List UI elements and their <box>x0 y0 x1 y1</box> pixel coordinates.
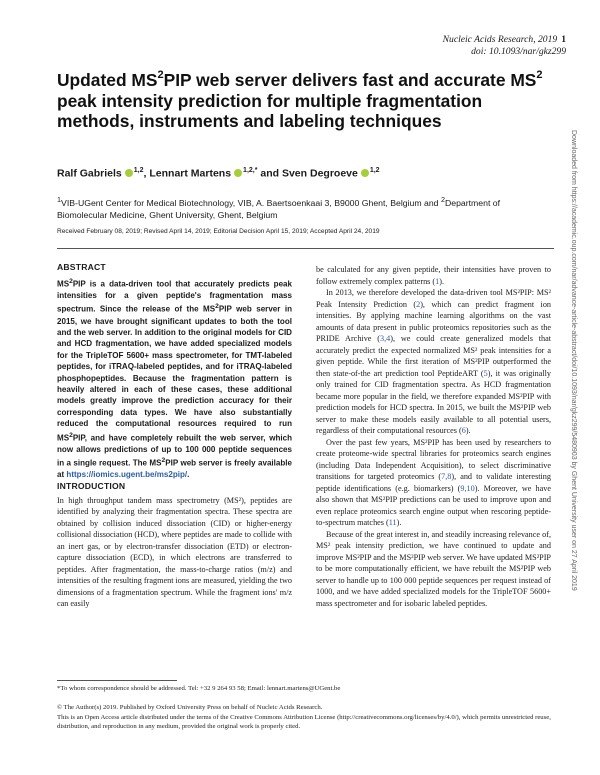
journal-name: Nucleic Acids Research, 2019 <box>442 34 558 45</box>
correspondence-footnote: *To whom correspondence should be addressed. Tel: +32 9 264 93 58; Email: lennart.martens@UGent.be <box>57 685 341 692</box>
intro-paragraph: In high throughput tandem mass spectrometry (MS²), peptides are identified by analyzing their fragmentation spectra. These spectra are obtained by collision induced dissociation (CID) or higher-energy collisional dissociation (HCD), where peptides are made to collide with an inert gas, or by electron-transfer dissociation (ETD) or electron-capture dissociation (ECD), in which electrons are transferred to peptides. After fragmentation, the mass-to-charge ratios (m/z) and intensities of the resulting fragment ions are measured, yielding the two dimensions of a fragmentation spectrum. While the fragment ions' m/z can easily <box>57 495 292 609</box>
author-name: Sven Degroeve <box>281 167 358 180</box>
citation-link[interactable]: 6 <box>461 426 466 435</box>
citation-link[interactable]: 7,8 <box>441 472 452 481</box>
body-paragraph: Over the past few years, MS²PIP has been used by researchers to create proteome-wide spectral libraries for proteomics search engines (including Data Independent Acquisition), to select discriminative transitions for targeted proteomics (7,8), and to validate interesting peptide identifications (e.g. biomarkers) (9,10). Moreover, we have also shown that MS²PIP predictions can be used to improve upon and even replace proteomics search engine output when rescoring peptide-to-spectrum matches (11). <box>316 437 551 527</box>
body-paragraph: In 2013, we therefore developed the data-driven tool MS²PIP: MS² Peak Intensity Prediction (2), which can predict fragment ion intensities. By applying machine learning algorithms on the vast amounts of data present in public proteomics repositories such as the PRIDE Archive (3,4), we could create generalized models that accurately predict the expected normalized MS² peak intensities for a given peptide. While the first iteration of MS²PIP outperformed the then state-of-the art prediction tool PeptideART (5), it was originally only trained for CID fragmentation spectra. As HCD fragmentation became more popular in the field, we therefore expanded MS²PIP with prediction models for HCD spectra. In 2015, we built the MS²PIP web server to make these models easily available to all potential users, regardless of their computational resources (6). <box>316 288 552 435</box>
article-title: Updated $MS^2PIP$ web server delivers fast and accurate $MS^2$ peak intensity prediction for multiple fragmentation methods, instruments and labeling techniques <box>57 69 543 131</box>
right-column <box>316 264 551 609</box>
author-list: Ralf Gabriels $^{1,2}$, Lennart Martens $^{1,2,*}$ and Sven Degroeve $^{1,2}$ <box>57 167 380 180</box>
introduction-heading: INTRODUCTION <box>57 480 126 491</box>
doi: doi: 10.1093/nar/gkz299 <box>471 45 566 57</box>
body-paragraph: Because of the great interest in, and steadily increasing relevance of, MS² peak intensity prediction, we have continued to update and improve MS²PIP and the MS²PIP web server. We have updated MS²PIP to be more computationally efficient, we have rebuilt the MS²PIP web server to handle up to 100 000 peptide sequences per request instead of 1000, and we have added specialized models for the TripleTOF 5600+ mass spectrometer and for isobaric labeled peptides. <box>316 529 551 608</box>
web-server-link[interactable]: https://iomics.ugent.be/ms2pip/ <box>66 470 188 480</box>
abstract-text: $MS^2PIP$ is a data-driven tool that accurately predicts peak intensities for a given peptide's fragmentation mass spectrum. Since the release of the $MS^2PIP$ web server in 2015, we have brought significant updates to both the tool and the web server. In addition to the original models for CID and HCD fragmentation, we have added specialized models for the TripleTOF 5600+ mass spectrometer, for TMT-labeled peptides, for iTRAQ-labeled peptides, and for iTRAQ-labeled phosphopeptides. Because the fragmentation pattern is heavily altered in each of these cases, these additional models greatly improve the prediction accuracy for their corresponding data types. We have also substantially reduced the computational resources required to run $MS^2PIP$, and have completely rebuilt the web server, which now allows predictions of up to 100 000 peptide sequences in a single request. The $MS^2PIP$ web server is freely available at https://iomics.ugent.be/ms2pip/. <box>57 278 292 480</box>
citation-link[interactable]: 11 <box>388 518 397 527</box>
affiliations: $^1$VIB-UGent Center for Medical Biotechnology, VIB, A. Baertsoenkaai 3, B9000 Ghent, Belgium and $^2$Department of Biomolecular Medicine, Ghent University, Ghent, Belgium <box>57 195 501 220</box>
orcid-icon[interactable] <box>361 169 369 177</box>
orcid-icon[interactable] <box>234 169 242 177</box>
article-dates: Received February 08, 2019; Revised April 14, 2019; Editorial Decision April 15, 2019; Accepted April 24, 2019 <box>57 228 380 235</box>
author-name: Lennart Martens <box>149 167 232 180</box>
footnote-divider <box>57 680 177 681</box>
running-header <box>443 34 566 57</box>
citation-link[interactable]: 9,10 <box>460 483 475 493</box>
citation-link[interactable]: 3,4 <box>380 334 391 343</box>
download-sidebar: Downloaded from https://academic.oup.com/nar/advance-article-abstract/doi/10.1093/nar/gkz299/5480903 by Ghent University user on 27 April 2019 <box>570 130 577 591</box>
divider <box>57 248 554 249</box>
author-name: Ralf Gabriels <box>57 167 122 180</box>
abstract-heading: ABSTRACT <box>57 262 106 272</box>
citation-link[interactable]: 2 <box>416 299 421 309</box>
page-number: 1 <box>561 34 566 45</box>
left-column <box>57 262 292 610</box>
citation-link[interactable]: 1 <box>435 276 440 286</box>
citation-link[interactable]: 5 <box>483 368 488 378</box>
orcid-icon[interactable] <box>125 169 133 177</box>
body-paragraph: be calculated for any given peptide, their intensities have proven to follow extremely complex patterns (1). <box>316 265 551 286</box>
copyright-notice: © The Author(s) 2019. Published by Oxford University Press on behalf of Nucleic Acids Research. This is an Open Access article distributed under the terms of the Creative Commons Attribution License (http://creativecommons.org/licenses/by/4.0/), which permits unrestricted reuse, distribution, and reproduction in any medium, provided the original work is properly cited. <box>57 704 551 730</box>
